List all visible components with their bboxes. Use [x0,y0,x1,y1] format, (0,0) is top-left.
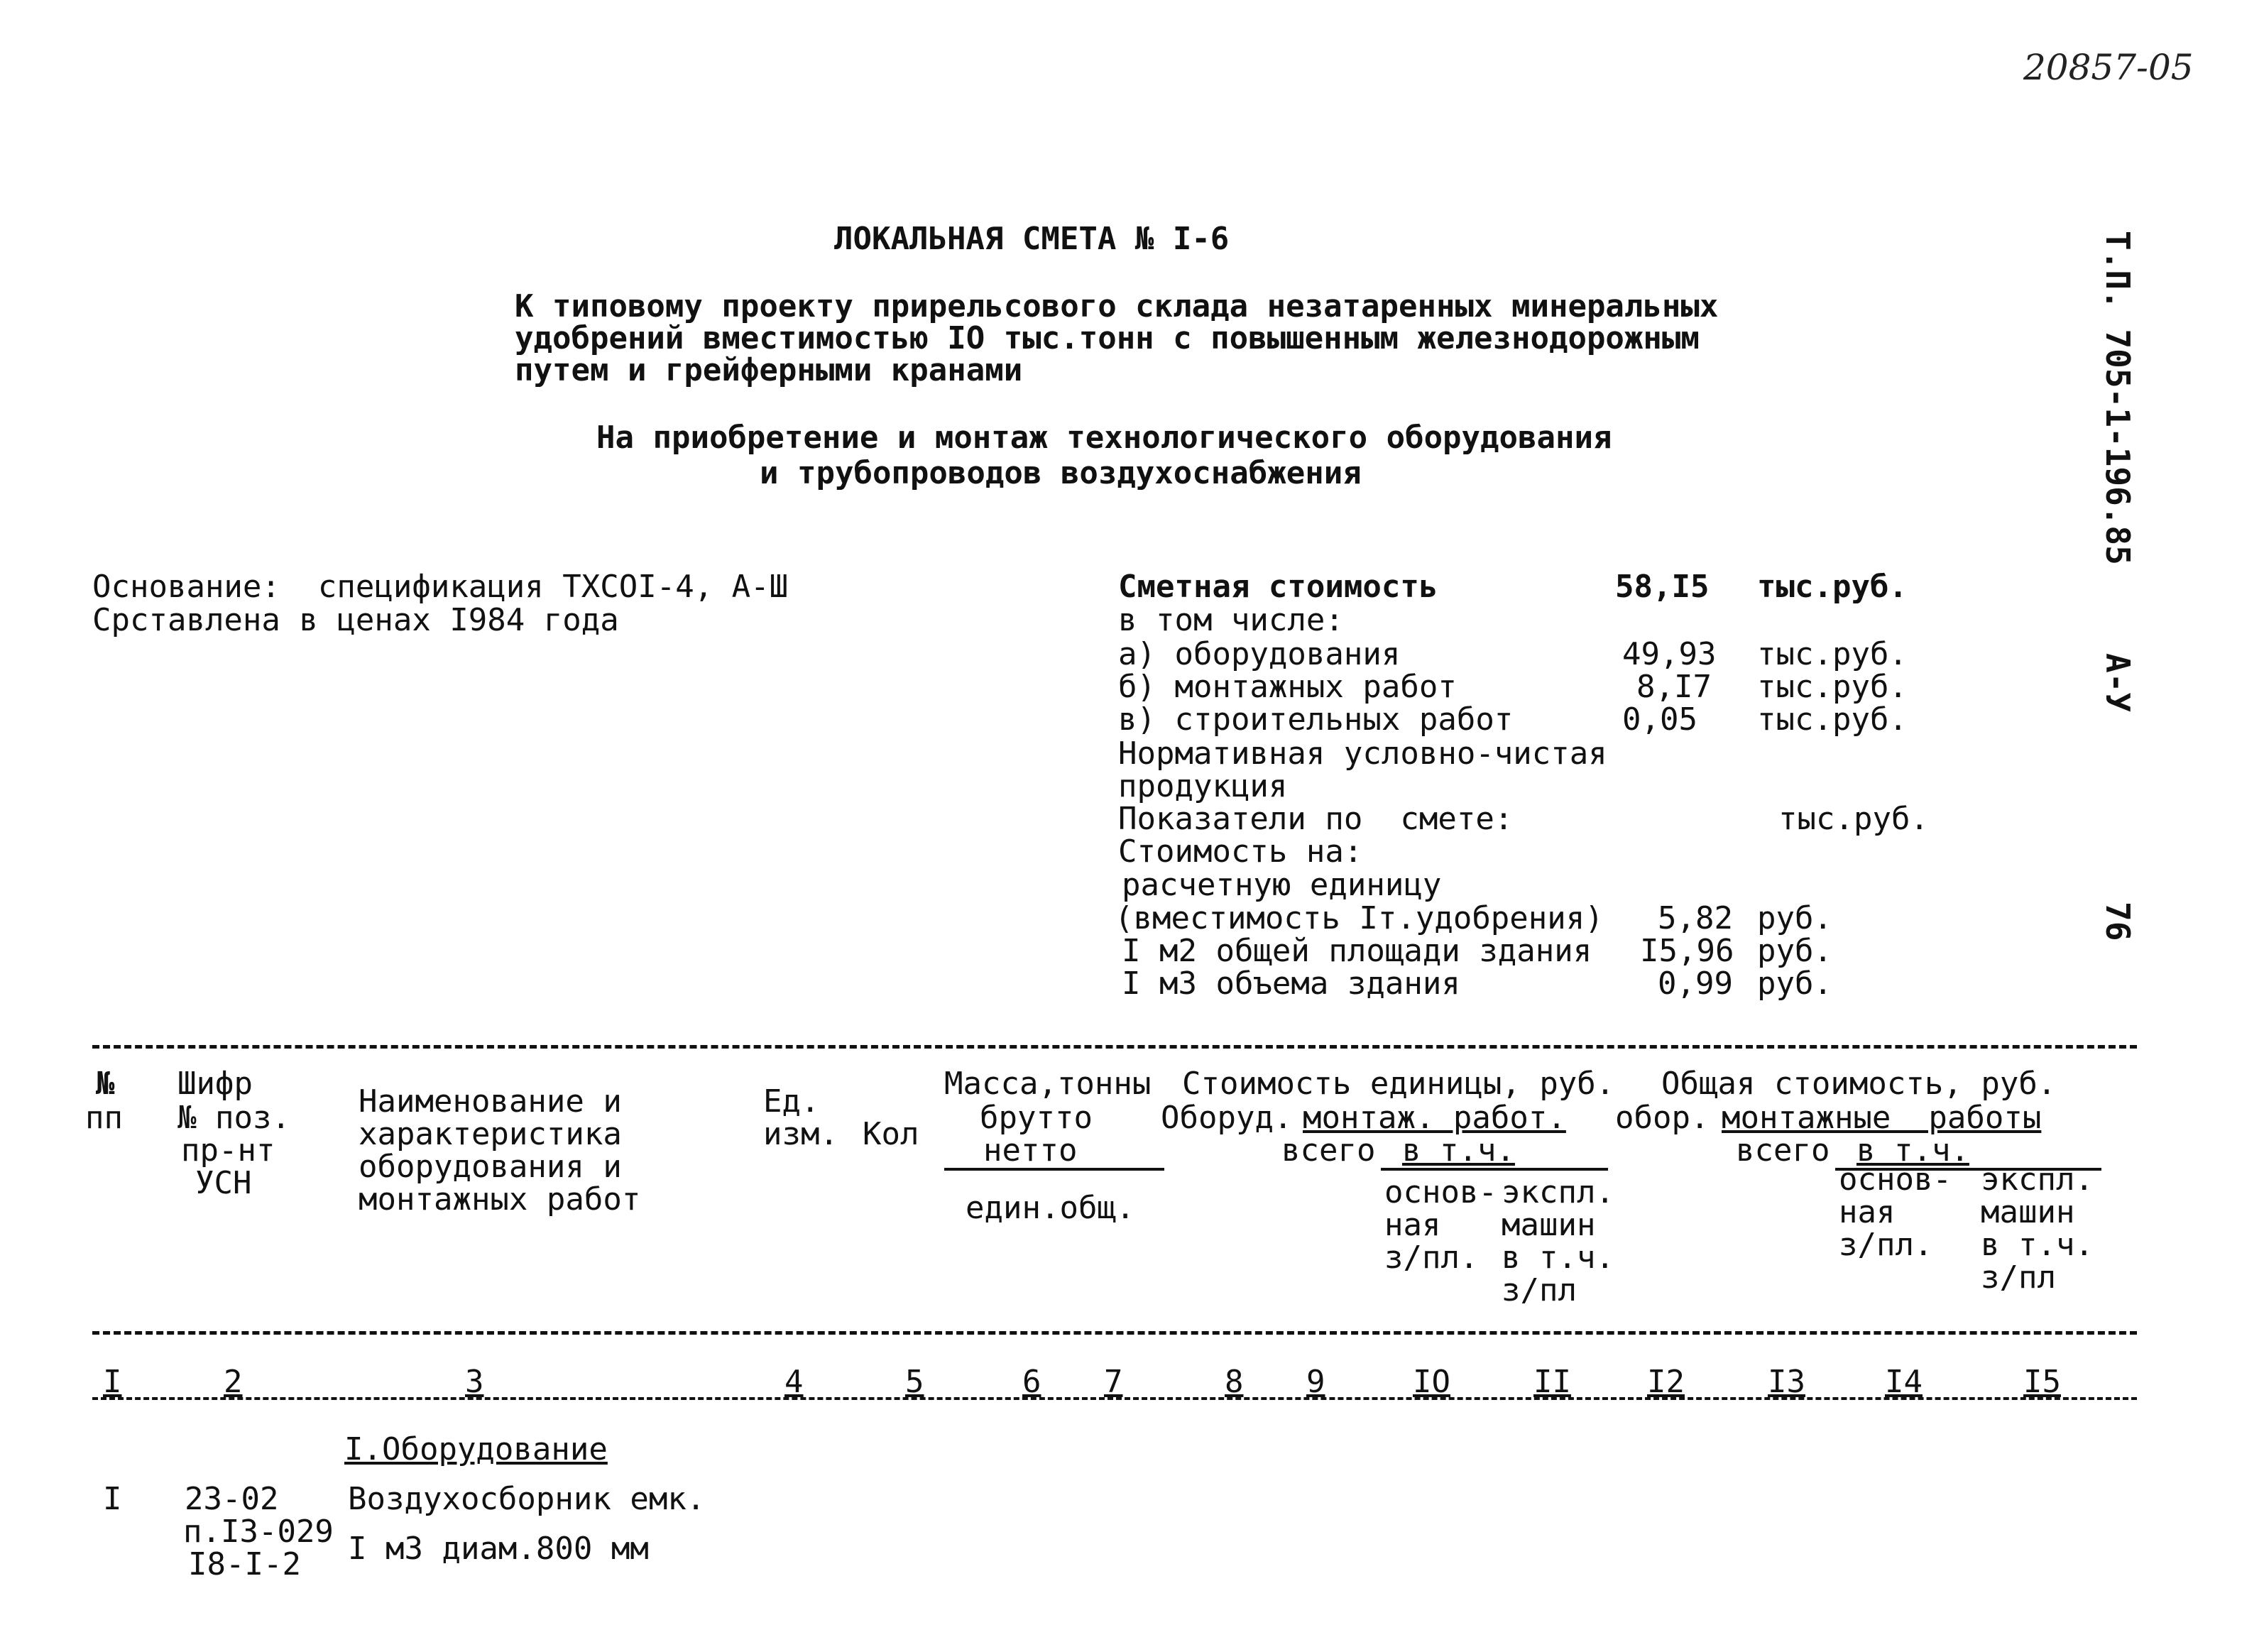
purpose-line-2: и трубопроводов воздухоснабжения [760,455,1362,491]
section-title: I.Оборудование [344,1431,608,1467]
document-title: ЛОКАЛЬНАЯ СМЕТА № I-6 [834,221,1230,257]
subtitle-line-3: путем и грейферными кранами [515,352,1023,388]
side-album: А-У [2099,653,2137,713]
side-project-code: Т.П. 705-1-196.85 [2099,231,2137,565]
subtitle-line-1: К типовому проекту прирельсового склада незатаренных минеральных [515,288,1719,324]
side-page-number: 76 [2099,902,2137,941]
basis-line: Основание: спецификация ТХСОI-4, А-Ш [92,569,789,605]
purpose-line-1: На приобретение и монтаж технологического оборудования [596,420,1612,456]
subtitle-line-2: удобрений вместимостью IO тыс.тонн с повышенным железнодорожным [515,320,1700,356]
handwritten-doc-number: 20857-05 [2023,47,2194,88]
header-top-rule [92,1045,2137,1049]
header-bottom-rule [92,1331,2137,1335]
prices-line: Срставлена в ценах I984 года [92,602,619,638]
